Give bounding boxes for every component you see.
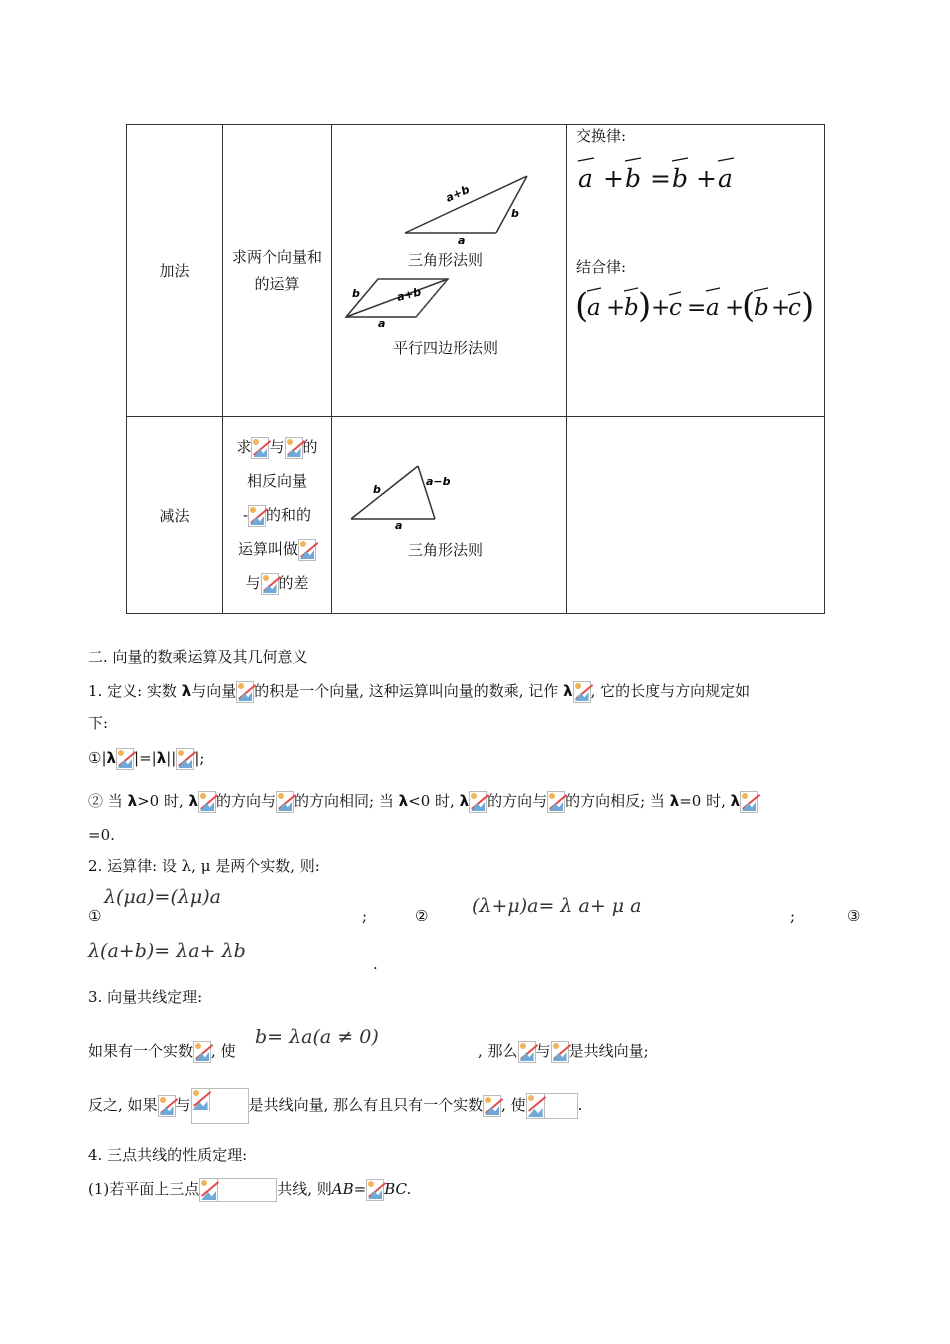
commutative-label: 交换律:	[576, 127, 627, 145]
tri-label-sum: a+b	[443, 182, 472, 205]
sub-label-b: b	[373, 483, 381, 496]
law-1-semicolon: ;	[362, 907, 368, 925]
law-1-formula: λ(μa)=(λμ)a	[104, 886, 222, 908]
svg-text:+: +	[771, 295, 791, 321]
addition-figures-cell	[332, 125, 567, 417]
svg-text:+: +	[606, 295, 626, 321]
definition-line-2: 下:	[88, 714, 109, 732]
collinear-formula: b= λa(a ≠ 0)	[255, 1026, 379, 1048]
collinear-conclusion: , 那么 与 是共线向量;	[478, 1040, 649, 1063]
vector-a-image	[176, 748, 194, 770]
vector-a-image	[236, 681, 254, 703]
svg-text:+: +	[725, 295, 745, 321]
svg-text:(: (	[742, 286, 756, 326]
svg-text:a: a	[718, 164, 733, 193]
svg-text:b: b	[754, 295, 769, 321]
svg-text:c: c	[669, 295, 682, 321]
svg-text:+: +	[603, 164, 624, 193]
law-1-number: ①	[88, 907, 102, 925]
subtraction-figure-cell	[332, 417, 567, 614]
para-label-sum: a+b	[395, 285, 423, 304]
svg-text:a: a	[578, 164, 593, 193]
svg-text:b: b	[672, 164, 689, 193]
vector-b-image	[551, 1041, 569, 1063]
subtraction-triangle-diagram	[348, 461, 452, 529]
vector-a-image	[573, 681, 591, 703]
sub-label-diff: a−b	[426, 475, 451, 488]
law-3-period: .	[373, 955, 378, 973]
subtraction-triangle-rule: 三角形法则	[408, 541, 484, 559]
subtraction-definition-cell	[223, 417, 332, 614]
addition-name: 加法	[159, 262, 190, 280]
vector-diff-image	[298, 539, 316, 561]
svg-text:): )	[638, 286, 652, 326]
associative-label: 结合律:	[576, 258, 627, 276]
para-label-b: b	[352, 287, 360, 300]
vector-b-image	[285, 437, 303, 459]
sub-label-a: a	[395, 519, 403, 529]
points-abc-image	[199, 1178, 277, 1202]
lambda-image	[483, 1095, 501, 1117]
law-2-formula: (λ+μ)a= λ a+ μ a	[472, 895, 642, 917]
subtraction-definition: 求 与 的 相反向量 - 的和的 运算叫做 与 的差	[223, 430, 331, 600]
collinear-statement: 如果有一个实数 , 使	[88, 1040, 236, 1063]
vector-b-nonzero-image	[191, 1088, 249, 1124]
svg-text:b: b	[624, 295, 639, 321]
addition-laws-cell	[567, 125, 825, 417]
vector-a-image	[276, 791, 294, 813]
associative-law-formula	[575, 281, 815, 331]
addition-definition: 求两个向量和的运算	[232, 247, 323, 293]
law-3-number: ③	[847, 907, 861, 925]
section-heading: 二. 向量的数乘运算及其几何意义	[88, 648, 308, 666]
operation-laws-intro: 2. 运算律: 设 λ, μ 是两个实数, 则:	[88, 857, 320, 875]
subtraction-name-cell	[127, 417, 223, 614]
rule-2-end: =0.	[88, 826, 115, 844]
collinear-theorem-title: 3. 向量共线定理:	[88, 988, 203, 1006]
three-points-statement: (1)若平面上三点 共线, 则AB= BC.	[88, 1178, 411, 1202]
addition-triangle-diagram	[398, 169, 533, 244]
tri-label-a: a	[458, 234, 466, 244]
rule-2: ② 当 λ>0 时, λ 的方向与 的方向相同; 当 λ<0 时, λ 的方向与 的方向相反; 当 λ=0 时, λ	[88, 790, 758, 813]
vector-a-image	[518, 1041, 536, 1063]
addition-parallelogram-rule: 平行四边形法则	[393, 339, 499, 357]
svg-text:c: c	[788, 295, 801, 321]
law-2-number: ②	[415, 907, 429, 925]
lambda-image	[193, 1041, 211, 1063]
vector-a-image	[740, 791, 758, 813]
rule-1: ①|λ |=|λ|| |;	[88, 748, 204, 770]
law-3-formula: λ(a+b)= λa+ λb	[88, 940, 246, 962]
addition-triangle-rule: 三角形法则	[408, 251, 484, 269]
equation-image	[526, 1093, 578, 1119]
commutative-law-formula	[576, 153, 746, 197]
vector-b-image	[248, 505, 266, 527]
svg-text:a: a	[587, 295, 601, 321]
vector-a-image	[547, 791, 565, 813]
vector-a-image	[198, 791, 216, 813]
svg-text:(: (	[575, 286, 589, 326]
svg-text:+: +	[651, 295, 671, 321]
subtraction-empty-cell	[567, 417, 825, 614]
vector-a-image	[116, 748, 134, 770]
three-points-title: 4. 三点共线的性质定理:	[88, 1146, 248, 1164]
vector-a-image	[469, 791, 487, 813]
tri-label-b: b	[511, 207, 519, 220]
svg-text:): )	[801, 286, 815, 326]
definition-line-1: 1. 定义: 实数 λ与向量 的积是一个向量, 这种运算叫向量的数乘, 记作 λ , 它的长度与方向规定如	[88, 680, 750, 703]
para-label-a: a	[378, 317, 386, 330]
vector-image	[261, 573, 279, 595]
vector-a-image	[158, 1095, 176, 1117]
converse-statement: 反之, 如果 与 是共线向量, 那么有且只有一个实数 , 使 .	[88, 1088, 582, 1124]
lambda-symbol: λ	[181, 682, 192, 700]
svg-text:b: b	[625, 164, 642, 193]
lambda-image	[366, 1179, 384, 1201]
vector-a-image	[251, 437, 269, 459]
addition-name-cell	[127, 125, 223, 417]
svg-text:+: +	[696, 164, 717, 193]
subtraction-name: 减法	[159, 506, 190, 525]
law-2-semicolon: ;	[790, 907, 796, 925]
addition-definition-cell	[223, 125, 332, 417]
svg-text:=: =	[650, 164, 671, 193]
svg-text:=: =	[687, 295, 707, 321]
svg-text:a: a	[706, 295, 720, 321]
addition-parallelogram-diagram	[342, 275, 454, 330]
vector-operations-table	[126, 124, 825, 614]
